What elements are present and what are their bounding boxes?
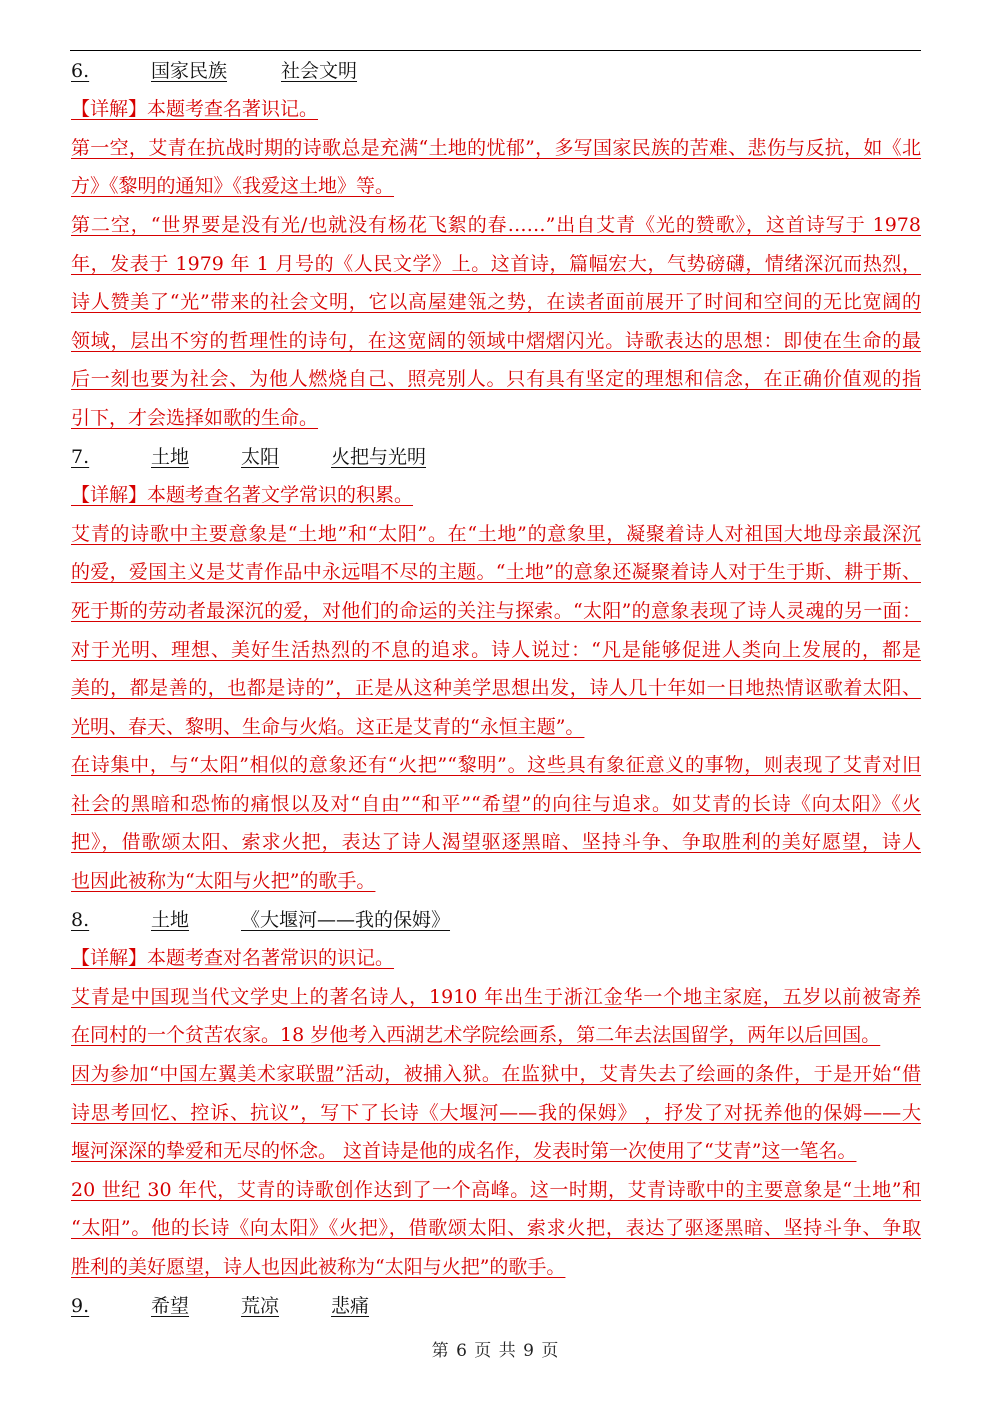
answer-q9 [71,1295,369,1317]
explanation-line: 领域，层出不穷的哲理性的诗句，在这宽阔的领域中熠熠闪光。诗歌表达的思想：即使在生命的最 [71,329,921,352]
explanation-line: 死于斯的劳动者最深沉的爱，对他们的命运的关注与探索。“太阳”的意象表现了诗人灵魂的另一面： [71,599,921,622]
explanation-line: 因为参加“中国左翼美术家联盟”活动，被捕入狱。在监狱中，艾青失去了绘画的条件，于是开始“借 [71,1063,921,1086]
explanation-line: 把》，借歌颂太阳、索求火把，表达了诗人渴望驱逐黑暗、坚持斗争、争取胜利的美好愿望，诗人 [71,831,921,854]
answer-line-q7 [71,436,921,475]
answer-blank-2: 《大堰河——我的保姆》 [241,908,451,931]
explanation-line: 的爱，爱国主义是艾青作品中永远唱不尽的主题。“土地”的意象还凝聚着诗人对于生于斯、耕于斯、 [71,561,921,584]
answer-content [71,50,921,1324]
explanation-line: 堰河深深的挚爱和无尽的怀念。 这首诗是他的成名作，发表时第一次使用了“艾青”这一笔名。 [71,1140,857,1163]
explanation-line: 年，发表于 1979 年 1 月号的《人民文学》上。这首诗，篇幅宏大，气势磅礴，情绪深沉而热烈， [71,252,921,275]
explanation-line: 艾青的诗歌中主要意象是“土地”和“太阳”。在“土地”的意象里，凝聚着诗人对祖国大地母亲最深沉 [71,522,921,545]
question-number: 6. [71,59,90,82]
answer-blank-2: 荒凉 [241,1294,280,1317]
answer-blank-1: 土地 [151,445,190,468]
question-number: 9. [71,1294,90,1317]
explanation-line: 对于光明、理想、美好生活热烈的不息的追求。诗人说过：“凡是能够促进人类向上发展的，都是 [71,638,921,661]
explanation-line: 第一空，艾青在抗战时期的诗歌总是充满“土地的忧郁”，多写国家民族的苦难、悲伤与反抗，如《北 [71,136,921,159]
explanation-line: 诗人赞美了“光”带来的社会文明，它以高屋建瓴之势，在读者面前展开了时间和空间的无比宽阔的 [71,291,921,314]
answer-blank-2: 社会文明 [281,59,358,82]
answer-blank-1: 希望 [151,1294,190,1317]
answer-blank-1: 土地 [151,908,190,931]
explanation-line: 引下，才会选择如歌的生命。 [71,406,319,429]
explanation-line: 在同村的一个贫苦农家。18 岁他考入西湖艺术学院绘画系，第二年去法国留学，两年以后回国。 [71,1024,881,1047]
explanation-line: 方》《黎明的通知》《我爱这土地》等。 [71,175,395,198]
question-number: 7. [71,445,90,468]
explanation-heading: 【详解】本题考查名著文学常识的积累。 [71,484,414,507]
answer-blank-3: 悲痛 [331,1294,370,1317]
explanation-line: 后一刻也要为社会、为他人燃烧自己、照亮别人。只有具有坚定的理想和信念，在正确价值观的指 [71,368,921,391]
answer-blank-1: 国家民族 [151,59,228,82]
page-footer: 第 6 页 共 9 页 [431,1341,560,1361]
answer-q6 [71,60,357,82]
answer-q8 [71,909,450,931]
explanation-line: 光明、春天、黎明、生命与火焰。这正是艾青的“永恒主题”。 [71,715,585,738]
explanation-line: 艾青是中国现当代文学史上的著名诗人，1910 年出生于浙江金华一个地主家庭，五岁以前被寄养 [71,985,921,1008]
question-number: 8. [71,908,90,931]
explanation-line: 也因此被称为“太阳与火把”的歌手。 [71,870,376,893]
explanation-line: 胜利的美好愿望，诗人也因此被称为“太阳与火把”的歌手。 [71,1256,566,1278]
explanation-line: “太阳”。他的长诗《向太阳》《火把》，借歌颂太阳、索求火把，表达了驱逐黑暗、坚持斗争、争取 [71,1217,921,1240]
answer-line-q9 [71,1285,921,1324]
explanation-heading: 【详解】本题考查名著识记。 [71,98,319,121]
answer-blank-2: 太阳 [241,445,280,468]
answer-line-q6 [71,50,921,89]
explanation-line: 诗思考回忆、控诉、抗议”，写下了长诗《大堰河——我的保姆》 ，抒发了对抚养他的保姆——大 [71,1101,921,1124]
answer-line-q8 [71,899,921,938]
explanation-line: 美的，都是善的，也都是诗的”，正是从这种美学思想出发，诗人几十年如一日地热情讴歌着太阳、 [71,677,921,700]
explanation-line: 在诗集中，与“太阳”相似的意象还有“火把”“黎明”。这些具有象征意义的事物，则表现了艾青对旧 [71,754,921,777]
answer-blank-3: 火把与光明 [331,445,427,468]
explanation-line: 20 世纪 30 年代，艾青的诗歌创作达到了一个高峰。这一时期，艾青诗歌中的主要意象是“土地”和 [71,1178,921,1201]
explanation-line: 社会的黑暗和恐怖的痛恨以及对“自由”“和平”“希望”的向往与追求。如艾青的长诗《向太阳》《火 [71,792,921,815]
explanation-line: 第二空，“世界要是没有光/也就没有杨花飞絮的春……”出自艾青《光的赞歌》，这首诗写于 1978 [71,213,921,236]
explanation-heading: 【详解】本题考查对名著常识的识记。 [71,947,395,970]
answer-q7 [71,446,426,468]
